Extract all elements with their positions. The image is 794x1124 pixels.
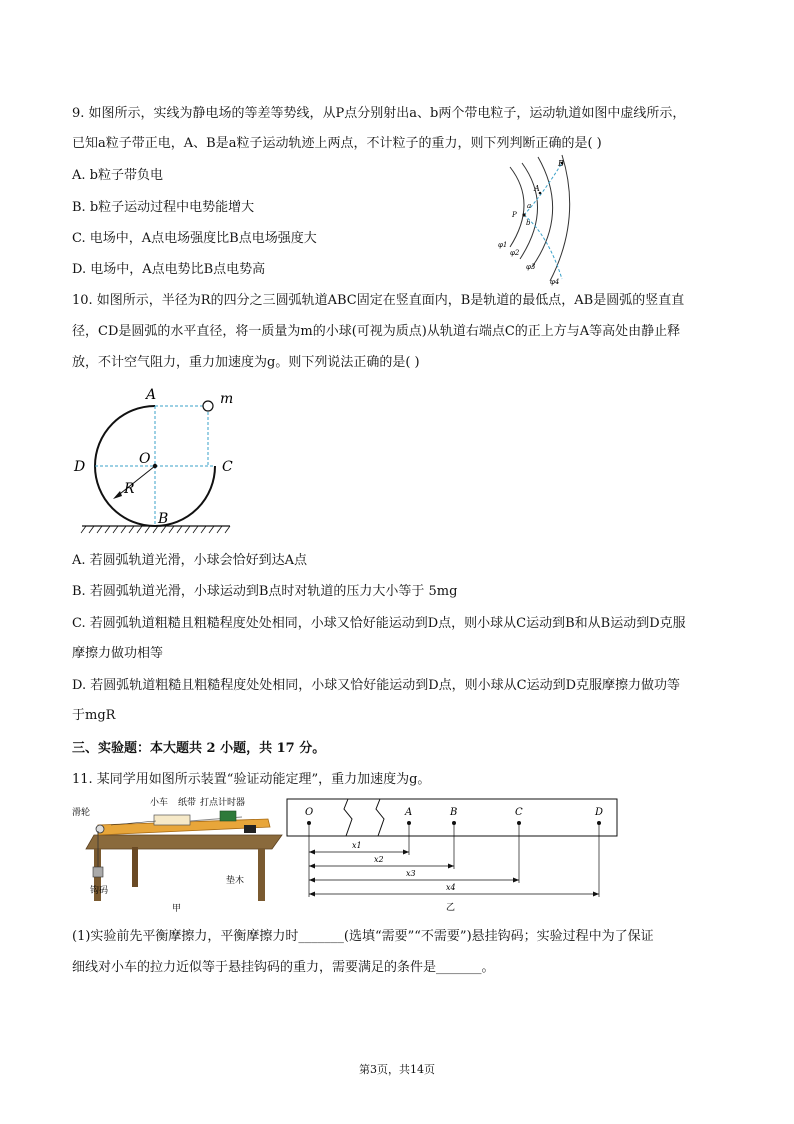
q9-fig-label-phi1: φ1 — [498, 241, 508, 249]
q10-option-c-line2: 摩擦力做功相等 — [72, 646, 164, 661]
q10-fig-label-r: R — [124, 481, 135, 497]
q9-option-b: B. b粒子运动过程中电势能增大 — [72, 200, 255, 215]
q11-fig-yi-point-a: A — [405, 807, 413, 818]
q11-fig-jia-caption: 甲 — [172, 904, 182, 914]
q11-fig-yi-x3: x3 — [406, 869, 416, 878]
q9-fig-label-phi4: φ4 — [550, 278, 560, 286]
q9-figure — [496, 155, 596, 290]
q10-stem-line3: 放，不计空气阻力，重力加速度为g。则下列说法正确的是( ) — [72, 355, 420, 370]
q11-part1-line1: (1)实验前先平衡摩擦力，平衡摩擦力时_______(选填“需要”“不需要”)悬挂钩码；实验过程中为了保证 — [72, 929, 654, 944]
q11-fig-jia-label-block: 垫木 — [226, 876, 245, 886]
q11-fig-yi-point-c: C — [515, 807, 523, 818]
q9-fig-label-b-point: B — [558, 159, 564, 168]
q11-fig-yi-point-d: D — [595, 807, 604, 818]
q11-fig-yi-x4: x4 — [446, 883, 456, 892]
q10-option-d-line1: D. 若圆弧轨道粗糙且粗糙程度处处相同，小球又恰好能运动到D点，则小球从C运动到D克服摩擦力做功等 — [72, 678, 681, 693]
q9-fig-label-phi2: φ2 — [510, 249, 520, 257]
q11-fig-yi-caption: 乙 — [446, 903, 456, 913]
q9-fig-label-a-particle: a — [527, 202, 532, 210]
q11-figure-jia — [72, 795, 287, 915]
page-footer: 第3页，共14页 — [359, 1063, 435, 1076]
section-heading-experiment: 三、实验题：本大题共 2 小题，共 17 分。 — [72, 741, 326, 756]
q10-stem-line2: 径，CD是圆弧的水平直径，将一质量为m的小球(可视为质点)从轨道右端点C的正上方与A等高处由静止释 — [72, 324, 681, 339]
q11-fig-yi-point-o: O — [305, 807, 314, 818]
q11-fig-jia-label-cart: 小车 — [150, 798, 169, 808]
q11-part1-line2: 细线对小车的拉力近似等于悬挂钩码的重力，需要满足的条件是_______。 — [72, 960, 495, 975]
q10-figure — [70, 385, 250, 535]
q10-option-b: B. 若圆弧轨道光滑，小球运动到B点时对轨道的压力大小等于 5mg — [72, 584, 458, 599]
q9-option-d: D. 电场中，A点电势比B点电势高 — [72, 262, 266, 277]
q11-fig-jia-label-weight: 钩码 — [90, 886, 109, 896]
q10-fig-label-c: C — [222, 459, 233, 475]
q10-option-d-line2: 于mgR — [72, 708, 116, 723]
q11-fig-jia-label-tape: 纸带 — [178, 798, 197, 808]
q10-fig-label-a: A — [146, 387, 157, 403]
q11-figure-yi — [286, 797, 621, 917]
q10-stem-line1: 10. 如图所示，半径为R的四分之三圆弧轨道ABC固定在竖直面内，B是轨道的最低点，AB是圆弧的竖直直 — [72, 293, 685, 308]
q9-stem-line1: 9. 如图所示，实线为静电场的等差等势线，从P点分别射出a、b两个带电粒子，运动轨道如图中虚线所示， — [72, 106, 686, 121]
q11-fig-yi-point-b: B — [450, 807, 458, 818]
q9-stem-line2: 已知a粒子带正电，A、B是a粒子运动轨迹上两点，不计粒子的重力，则下列判断正确的是( ) — [72, 136, 602, 151]
q11-stem: 11. 某同学用如图所示装置“验证动能定理”，重力加速度为g。 — [72, 772, 431, 787]
q9-fig-label-b-particle: b — [526, 219, 531, 227]
q9-fig-label-a-point: A — [534, 184, 540, 193]
q9-fig-label-phi3: φ3 — [526, 263, 536, 271]
q10-fig-label-o: O — [139, 451, 151, 467]
q10-option-a: A. 若圆弧轨道光滑，小球会恰好到达A点 — [72, 553, 308, 568]
q9-option-c: C. 电场中，A点电场强度比B点电场强度大 — [72, 231, 317, 246]
q11-fig-yi-x2: x2 — [374, 855, 384, 864]
q9-fig-label-p: P — [512, 211, 517, 219]
q11-fig-jia-label-timer: 打点计时器 — [200, 798, 246, 808]
q11-fig-yi-x1: x1 — [352, 841, 362, 850]
q11-fig-jia-label-pulley: 滑轮 — [72, 808, 91, 818]
q10-fig-label-b: B — [158, 511, 169, 527]
q9-option-a: A. b粒子带负电 — [72, 168, 163, 183]
q10-fig-label-m: m — [220, 391, 234, 407]
q10-option-c-line1: C. 若圆弧轨道粗糙且粗糙程度处处相同，小球又恰好能运动到D点，则小球从C运动到B和从B运动到D克服 — [72, 616, 686, 631]
q10-fig-label-d: D — [74, 459, 86, 475]
